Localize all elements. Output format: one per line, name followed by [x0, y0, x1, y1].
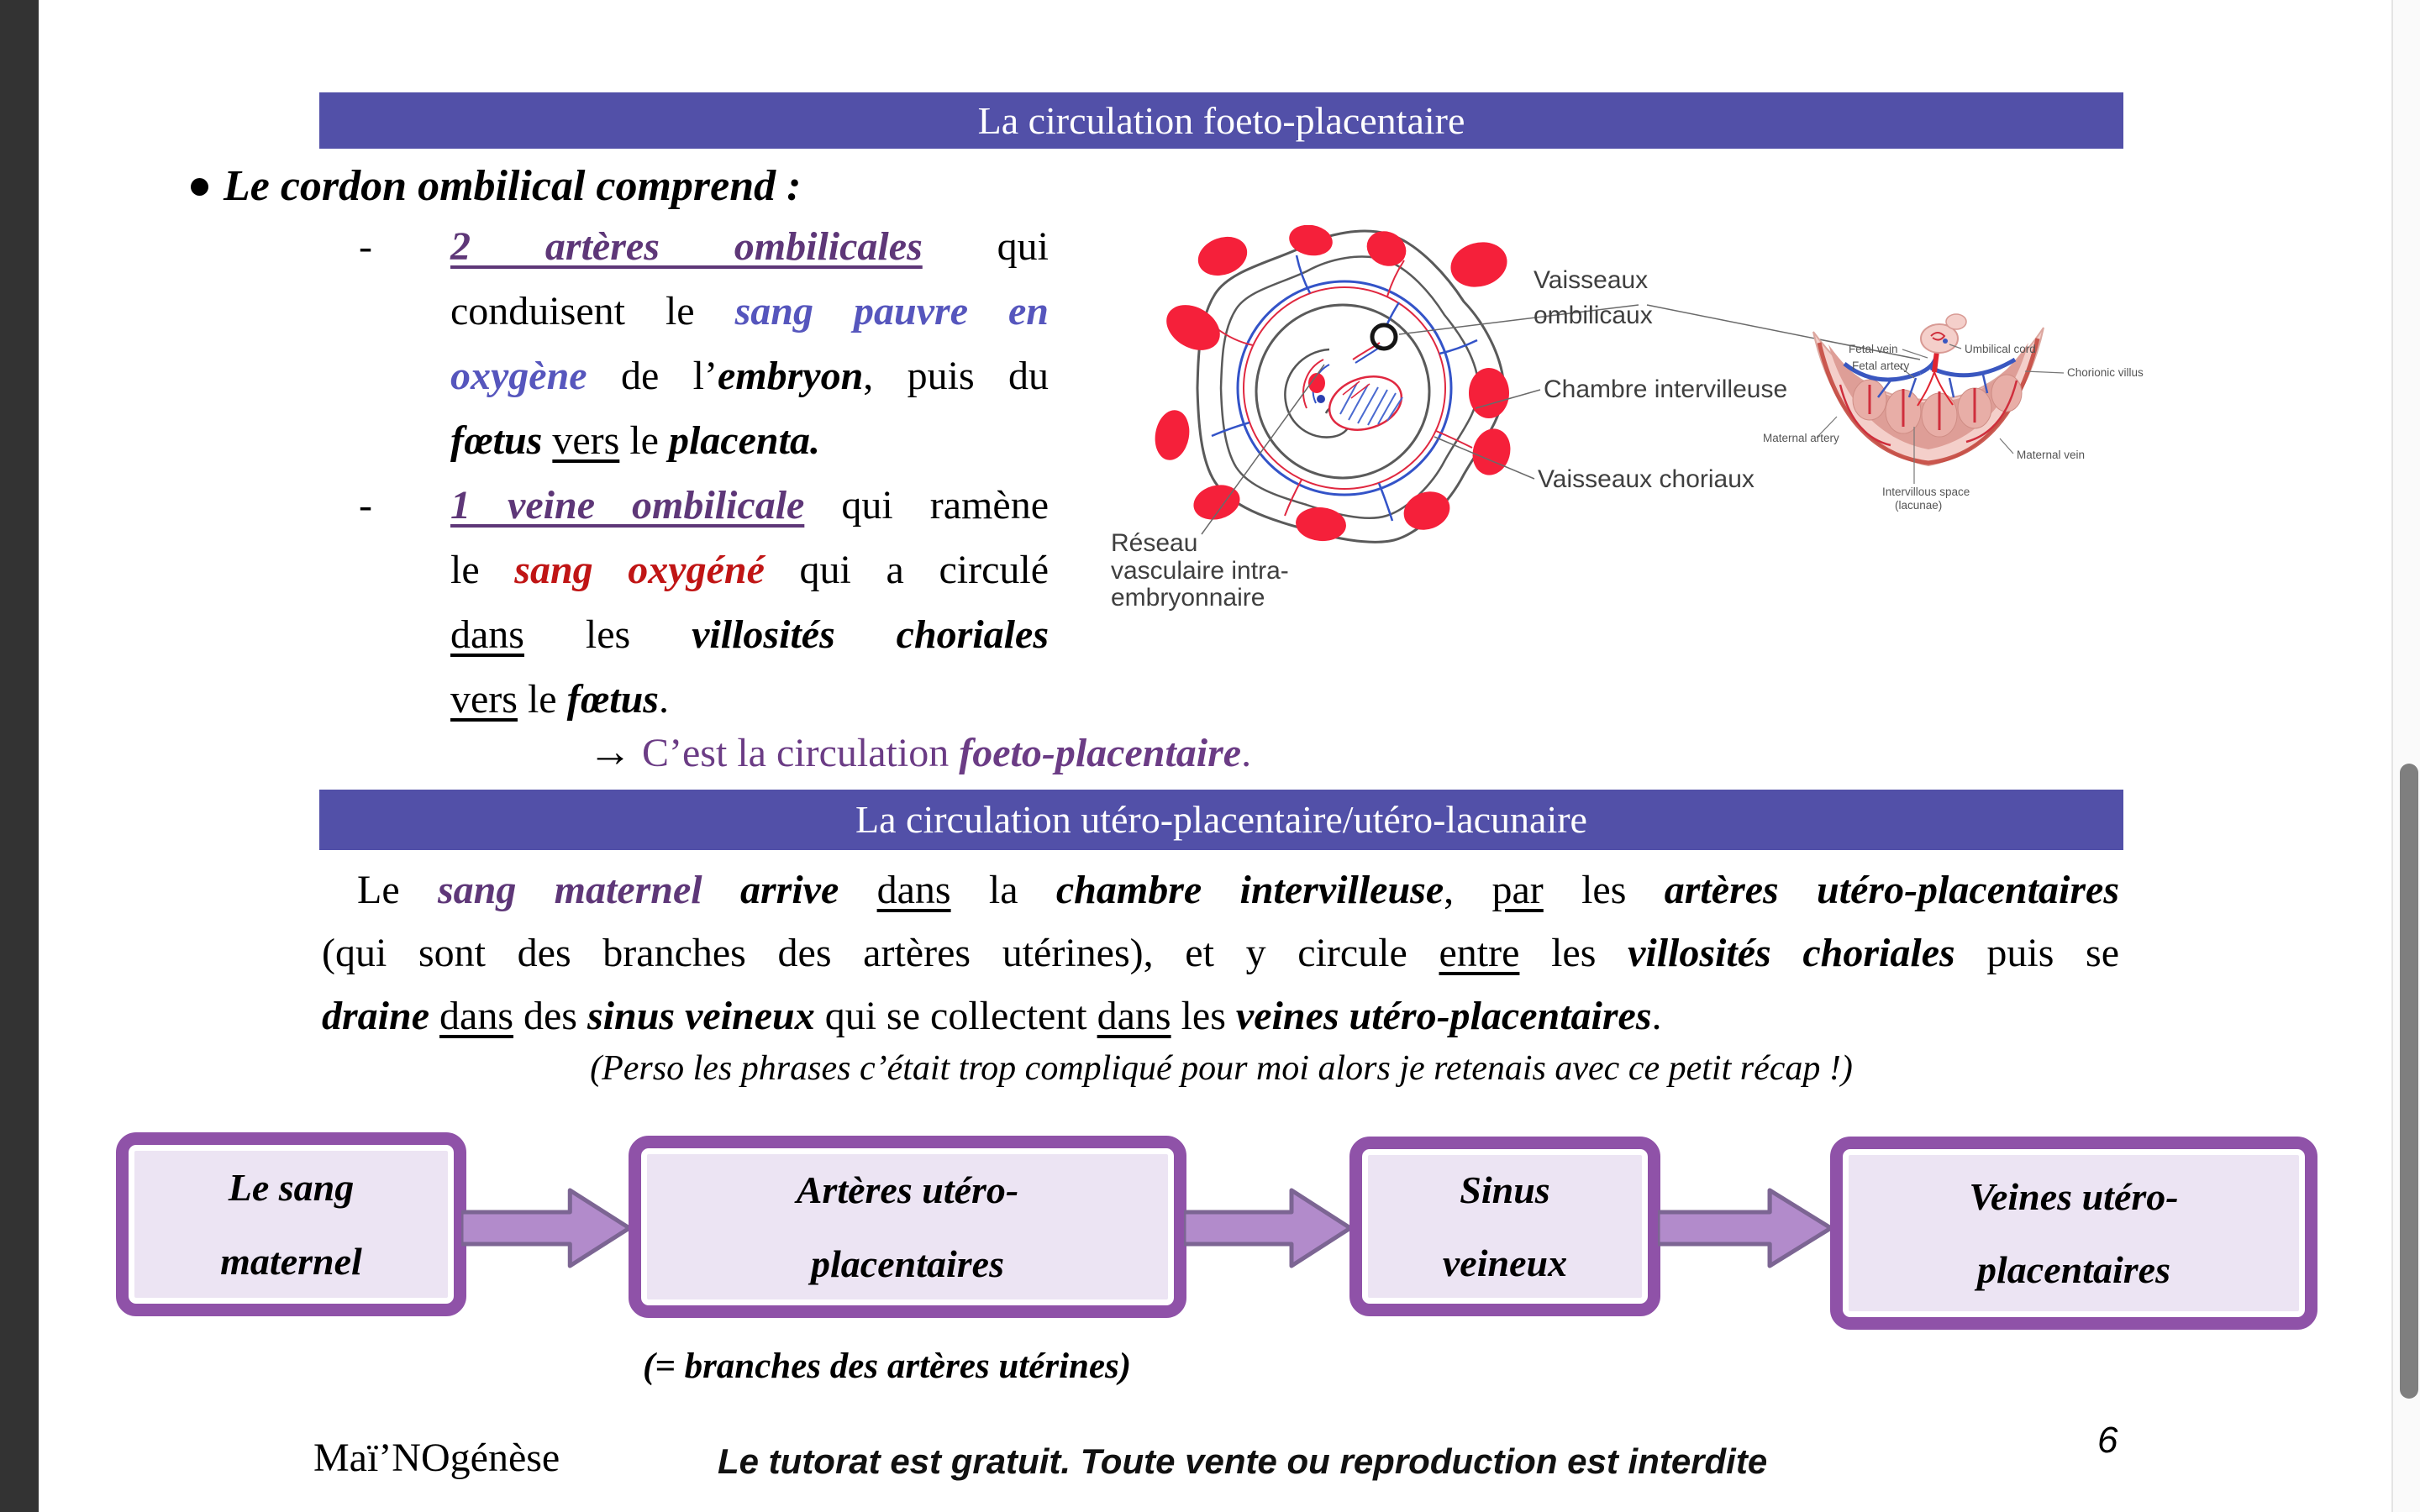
term-foeto-placentaire: foeto-placentaire	[959, 731, 1242, 775]
term-veines-utero-placentaires: veines utéro-placentaires	[1235, 994, 1652, 1038]
item2-line1	[450, 473, 1049, 538]
flow-arrow-3	[1658, 1184, 1833, 1273]
word-vers: vers	[450, 677, 518, 722]
bullet-heading-row	[191, 161, 801, 211]
term-embryon: embryon	[717, 354, 864, 398]
item1-line2	[450, 279, 1049, 344]
text-segment: les	[523, 612, 692, 657]
item1-line4	[450, 408, 1049, 473]
label-reseau-line2: vasculaire intra-	[1111, 557, 1289, 585]
scrollbar-thumb[interactable]	[2400, 764, 2418, 1399]
text-segment: (qui sont des branches des artères utérines), et y circule	[322, 931, 1439, 975]
text-segment: .	[658, 677, 669, 722]
text-segment: puis se	[1954, 931, 2120, 975]
word-par: par	[1491, 868, 1544, 912]
label-chambre-intervilleuse: Chambre intervilleuse	[1544, 375, 1788, 403]
text-segment: .	[1241, 731, 1252, 775]
term-arteres-utero-placentaires: artères utéro-placentaires	[1664, 868, 2120, 912]
term-sinus-veineux: sinus veineux	[587, 994, 815, 1038]
text-segment: les	[1519, 931, 1628, 975]
utero-paragraph	[322, 858, 2119, 1047]
label-vaisseaux-choriaux: Vaisseaux choriaux	[1538, 465, 1754, 493]
term-placenta: placenta.	[668, 418, 820, 463]
text-segment: le	[450, 548, 515, 592]
text-segment: C’est la circulation	[632, 731, 960, 775]
label-reseau-line1: Réseau	[1111, 529, 1198, 557]
item2-line2	[450, 538, 1049, 602]
flow-box-line: placentaires	[1977, 1248, 2170, 1291]
flow-box-line: veineux	[1442, 1242, 1568, 1284]
list-dash-2: -	[359, 483, 372, 528]
flow-box-line: placentaires	[811, 1242, 1004, 1285]
term-sang-pauvre: sang pauvre en	[734, 289, 1049, 333]
text-segment: qui ramène	[804, 483, 1049, 528]
term-1-veine-ombilicale: 1 veine ombilicale	[450, 483, 805, 528]
text-segment	[429, 994, 439, 1038]
left-edge-strip	[0, 0, 39, 1512]
word-dans: dans	[1097, 994, 1171, 1038]
utero-line2	[322, 921, 2119, 984]
cordon-heading: Le cordon ombilical comprend :	[224, 162, 802, 210]
item2-line4	[450, 667, 1049, 732]
term-chambre-intervilleuse: chambre intervilleuse	[1055, 868, 1444, 912]
flow-box-line: Veines utéro-	[1969, 1174, 2179, 1218]
section-banner-foeto-placentaire: La circulation foeto-placentaire	[319, 92, 2123, 149]
item2-line3	[450, 602, 1049, 667]
label-umbilical-cord: Umbilical cord	[1965, 343, 2036, 355]
text-segment: de l’	[587, 354, 718, 398]
list-dash-1: -	[359, 224, 372, 269]
label-vaisseaux-ombilicaux-line1: Vaisseaux	[1534, 266, 1649, 294]
flow-arrow-2	[1184, 1184, 1352, 1273]
term-foetus: fœtus	[450, 418, 553, 463]
label-intervillous-space-line1: Intervillous space	[1882, 486, 1970, 498]
flow-box-line: maternel	[220, 1239, 362, 1283]
flow-arrow-1	[461, 1184, 631, 1273]
conclusion-line	[588, 727, 1251, 777]
text-segment: des	[513, 994, 587, 1038]
footer-disclaimer: Le tutorat est gratuit. Toute vente ou reproduction est interdite	[718, 1441, 1768, 1481]
term-villosites-choriales: villosités choriales	[692, 612, 1049, 657]
text-segment: conduisent le	[450, 289, 735, 333]
text-segment: le	[517, 677, 567, 722]
text-segment: qui	[922, 224, 1050, 269]
flow-box-sang-maternel	[116, 1132, 466, 1316]
item1-line1	[450, 214, 1049, 279]
label-fetal-artery: Fetal artery	[1852, 360, 1910, 372]
term-draine: draine	[322, 994, 430, 1038]
word-vers: vers	[552, 418, 620, 463]
flow-box-veines-utero-placentaires	[1830, 1137, 2317, 1330]
text-segment: .	[1651, 994, 1662, 1038]
term-foetus: fœtus	[566, 677, 659, 722]
text-segment: qui se collectent	[814, 994, 1097, 1038]
word-dans: dans	[876, 868, 951, 912]
term-arrive: arrive	[702, 868, 877, 912]
text-segment: la	[950, 868, 1056, 912]
label-fetal-vein: Fetal vein	[1849, 343, 1898, 355]
utero-line3	[322, 984, 2119, 1047]
term-villosites-choriales: villosités choriales	[1628, 931, 1955, 975]
cordon-list	[450, 214, 1049, 732]
scrollbar-track[interactable]	[2391, 0, 2420, 1512]
flow-box-line: Artères utéro-	[796, 1168, 1019, 1212]
label-vaisseaux-ombilicaux-line2: ombilicaux	[1534, 302, 1653, 329]
flow-box-arteres-utero-placentaires	[629, 1136, 1186, 1318]
item1-line3	[450, 344, 1049, 408]
flow-box-line: Sinus	[1460, 1168, 1550, 1211]
label-intervillous-space-line2: (lacunae)	[1895, 499, 1943, 512]
term-oxygene: oxygène	[450, 354, 587, 398]
section-banner-utero-placentaire: La circulation utéro-placentaire/utéro-lacunaire	[319, 790, 2123, 850]
placenta-diagram	[1763, 314, 2144, 512]
anatomy-figure	[1109, 225, 2168, 620]
label-reseau-line3: embryonnaire	[1111, 584, 1265, 612]
label-maternal-artery: Maternal artery	[1763, 432, 1839, 444]
text-segment: , puis du	[863, 354, 1050, 398]
flow-box-sinus-veineux	[1349, 1137, 1660, 1316]
page-number: 6	[2097, 1420, 2118, 1461]
personal-note: (Perso les phrases c’était trop compliqué pour moi alors je retenais avec ce petit récap !)	[590, 1049, 1853, 1088]
right-arrow-icon: →	[588, 728, 632, 776]
term-sang-maternel: sang maternel	[437, 868, 702, 912]
text-segment: les	[1171, 994, 1236, 1038]
utero-line1	[322, 858, 2119, 921]
bullet-icon	[191, 178, 208, 196]
text-segment: qui a circulé	[764, 548, 1050, 592]
term-2-arteres-ombilicales: 2 artères ombilicales	[450, 224, 923, 269]
flow-caption: (= branches des artères utérines)	[643, 1347, 1132, 1386]
word-entre: entre	[1439, 931, 1520, 975]
label-maternal-vein: Maternal vein	[2017, 449, 2086, 461]
text-segment: les	[1543, 868, 1665, 912]
term-sang-oxygene: sang oxygéné	[514, 548, 765, 592]
label-chorionic-villus: Chorionic villus	[2067, 366, 2144, 379]
text-segment: le	[619, 418, 669, 463]
word-dans: dans	[450, 612, 524, 657]
text-segment: Le	[357, 868, 438, 912]
word-dans: dans	[439, 994, 513, 1038]
text-segment: ,	[1444, 868, 1492, 912]
flow-box-line: Le sang	[228, 1166, 355, 1210]
footer-brand: Maï’NOgénèse	[313, 1436, 560, 1480]
